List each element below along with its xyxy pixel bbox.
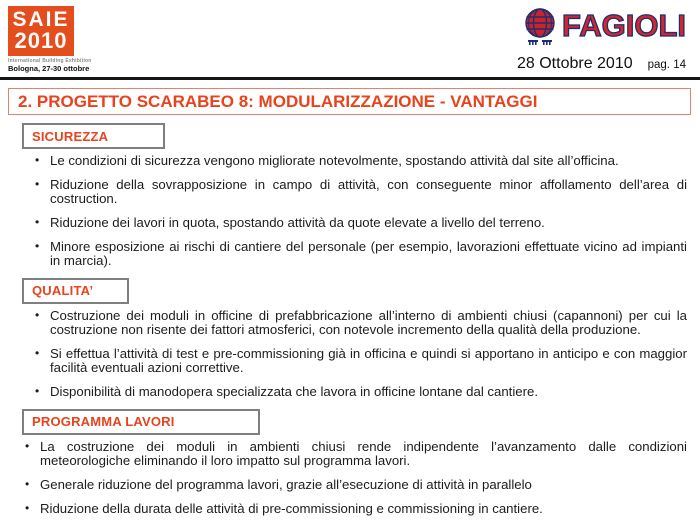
globe-icon bbox=[523, 8, 557, 51]
bullet-icon: • bbox=[35, 345, 40, 360]
section-heading-qualita bbox=[22, 278, 129, 304]
list-item bbox=[35, 154, 687, 168]
bullet-text: Riduzione dei lavori in quota, spostando attività da quote elevate a livello del terreno. bbox=[50, 214, 545, 230]
page-number: pag. 14 bbox=[647, 59, 686, 71]
bullet-text: Si effettua l’attività di test e pre-commissioning già in officina e quindi si apportano in anticipo e con maggior facilità eventuali azioni correttive. bbox=[50, 345, 687, 375]
list-item bbox=[25, 440, 687, 468]
saie-logo-box bbox=[8, 6, 74, 56]
saie-logo-subtitle: International Building Exhibition bbox=[8, 58, 92, 64]
list-item bbox=[35, 309, 687, 337]
header-dateline bbox=[517, 55, 686, 73]
section-heading-label: PROGRAMMA LAVORI bbox=[32, 414, 175, 430]
bullet-text: Costruzione dei moduli in officine di prefabbricazione all’interno di ambienti chiusi (capannoni) per cui la costruzione non risente dei fattori atmosferici, con notevole incremento della qualità della produzione. bbox=[50, 307, 687, 337]
bullet-icon: • bbox=[25, 438, 30, 453]
bullet-icon: • bbox=[25, 476, 30, 491]
section-heading-programma-lavori bbox=[22, 409, 260, 435]
bullet-text: Minore esposizione ai rischi di cantiere del personale (per esempio, lavorazioni effettuate vicino ad impianti in marcia). bbox=[50, 238, 687, 268]
saie-logo-line2: 2010 bbox=[14, 28, 68, 54]
bullet-icon: • bbox=[35, 383, 40, 398]
list-item bbox=[35, 385, 687, 399]
slide-content bbox=[0, 120, 700, 526]
list-item bbox=[25, 478, 687, 492]
fagioli-logo-text: FAGIOLI bbox=[562, 8, 686, 43]
bullet-text: Riduzione della sovrapposizione in campo di attività, con conseguente minor affollamento dell’area di costruction. bbox=[50, 176, 687, 206]
list-item bbox=[35, 216, 687, 230]
bullet-list-qualita bbox=[35, 309, 687, 399]
slide-title-box bbox=[8, 88, 691, 115]
section-heading-label: SICUREZZA bbox=[32, 128, 109, 144]
list-item bbox=[35, 347, 687, 375]
bullet-text: La costruzione dei moduli in ambienti chiusi rende indipendente l’avanzamento dalle condizioni meteorologiche eliminando il loro impatto sul programma lavori. bbox=[40, 438, 687, 468]
section-heading-sicurezza bbox=[22, 123, 165, 149]
bullet-icon: • bbox=[35, 153, 40, 167]
bullet-icon: • bbox=[35, 238, 40, 253]
slide-title: 2. PROGETTO SCARABEO 8: MODULARIZZAZIONE - VANTAGGI bbox=[18, 91, 538, 111]
bullet-list-programma-lavori bbox=[25, 440, 687, 516]
slide-date: 28 Ottobre 2010 bbox=[516, 55, 633, 72]
bullet-icon: • bbox=[35, 176, 40, 191]
bullet-text: Generale riduzione del programma lavori, grazie all’esecuzione di attività in parallelo bbox=[40, 476, 532, 492]
list-item bbox=[35, 178, 687, 206]
bullet-list-sicurezza bbox=[35, 154, 687, 268]
saie-logo bbox=[8, 6, 118, 73]
section-heading-label: QUALITA’ bbox=[32, 283, 94, 299]
header-divider bbox=[0, 77, 700, 80]
fagioli-logo bbox=[523, 8, 686, 51]
bullet-text: Le condizioni di sicurezza vengono migliorate notevolmente, spostando attività dal site all’officina. bbox=[50, 153, 619, 168]
saie-logo-dates: Bologna, 27-30 ottobre bbox=[8, 64, 90, 73]
saie-logo-line1: SAIE bbox=[12, 8, 70, 31]
bullet-text: Riduzione della durata delle attività di pre-commissioning e commissioning in cantiere. bbox=[40, 500, 543, 516]
bullet-icon: • bbox=[25, 500, 30, 515]
bullet-icon: • bbox=[35, 214, 40, 229]
list-item bbox=[35, 240, 687, 268]
bullet-text: Disponibilità di manodopera specializzata che lavora in officine lontane dal cantiere. bbox=[50, 383, 538, 399]
bullet-icon: • bbox=[35, 307, 40, 322]
list-item bbox=[25, 502, 687, 516]
